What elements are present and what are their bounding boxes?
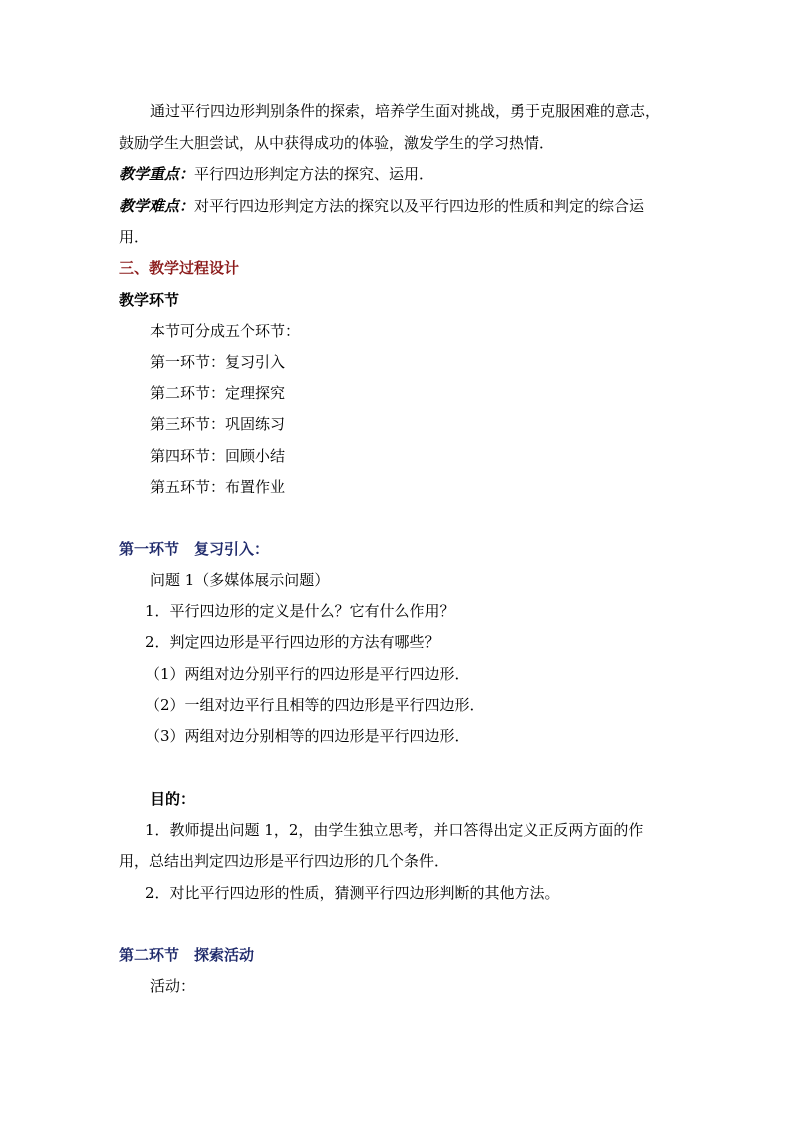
teaching-difficulty bbox=[119, 196, 644, 216]
stage-list-item: 第三环节：巩固练习 bbox=[150, 415, 286, 433]
activity-label: 活动： bbox=[150, 977, 196, 995]
focus-label: 教学重点： bbox=[119, 165, 195, 183]
question-1: 1．平行四边形的定义是什么？它有什么作用？ bbox=[145, 602, 455, 620]
section-subheading: 教学环节 bbox=[119, 291, 180, 309]
stage1-heading: 第一环节 复习引入： bbox=[119, 540, 270, 558]
stage2-heading: 第二环节 探索活动 bbox=[119, 946, 255, 964]
purpose-1: 1．教师提出问题 1，2，由学生独立思考，并口答得出定义正反两方面的作 bbox=[145, 821, 644, 839]
stages-intro: 本节可分成五个环节： bbox=[150, 322, 301, 340]
purpose-label: 目的： bbox=[150, 790, 196, 808]
stage-list-item: 第五环节：布置作业 bbox=[150, 478, 286, 496]
answer-3: （3）两组对边分别相等的四边形是平行四边形． bbox=[145, 727, 470, 745]
goal-line-1: 通过平行四边形判别条件的探索，培养学生面对挑战，勇于克服困难的意志， bbox=[150, 102, 661, 120]
goal-line-2: 鼓励学生大胆尝试，从中获得成功的体验，激发学生的学习热情． bbox=[119, 134, 555, 152]
purpose-1-cont: 用，总结出判定四边形是平行四边形的几个条件． bbox=[119, 852, 450, 870]
difficulty-label: 教学难点： bbox=[119, 197, 195, 215]
purpose-2: 2．对比平行四边形的性质，猜测平行四边形判断的其他方法。 bbox=[145, 884, 560, 902]
answer-1: （1）两组对边分别平行的四边形是平行四边形． bbox=[145, 665, 470, 683]
section-heading: 三、教学过程设计 bbox=[119, 259, 240, 277]
teaching-focus bbox=[119, 164, 434, 184]
difficulty-text-cont: 用． bbox=[119, 228, 150, 246]
difficulty-text: 对平行四边形判定方法的探究以及平行四边形的性质和判定的综合运 bbox=[194, 197, 645, 215]
focus-text: 平行四边形判定方法的探究、运用． bbox=[194, 165, 435, 183]
question-title: 问题 1（多媒体展示问题） bbox=[150, 571, 330, 589]
question-2: 2．判定四边形是平行四边形的方法有哪些？ bbox=[145, 633, 440, 651]
stage-list-item: 第四环节：回顾小结 bbox=[150, 447, 286, 465]
answer-2: （2）一组对边平行且相等的四边形是平行四边形． bbox=[145, 696, 485, 714]
stage-list-item: 第二环节：定理探究 bbox=[150, 384, 286, 402]
stage-list-item: 第一环节：复习引入 bbox=[150, 353, 286, 371]
